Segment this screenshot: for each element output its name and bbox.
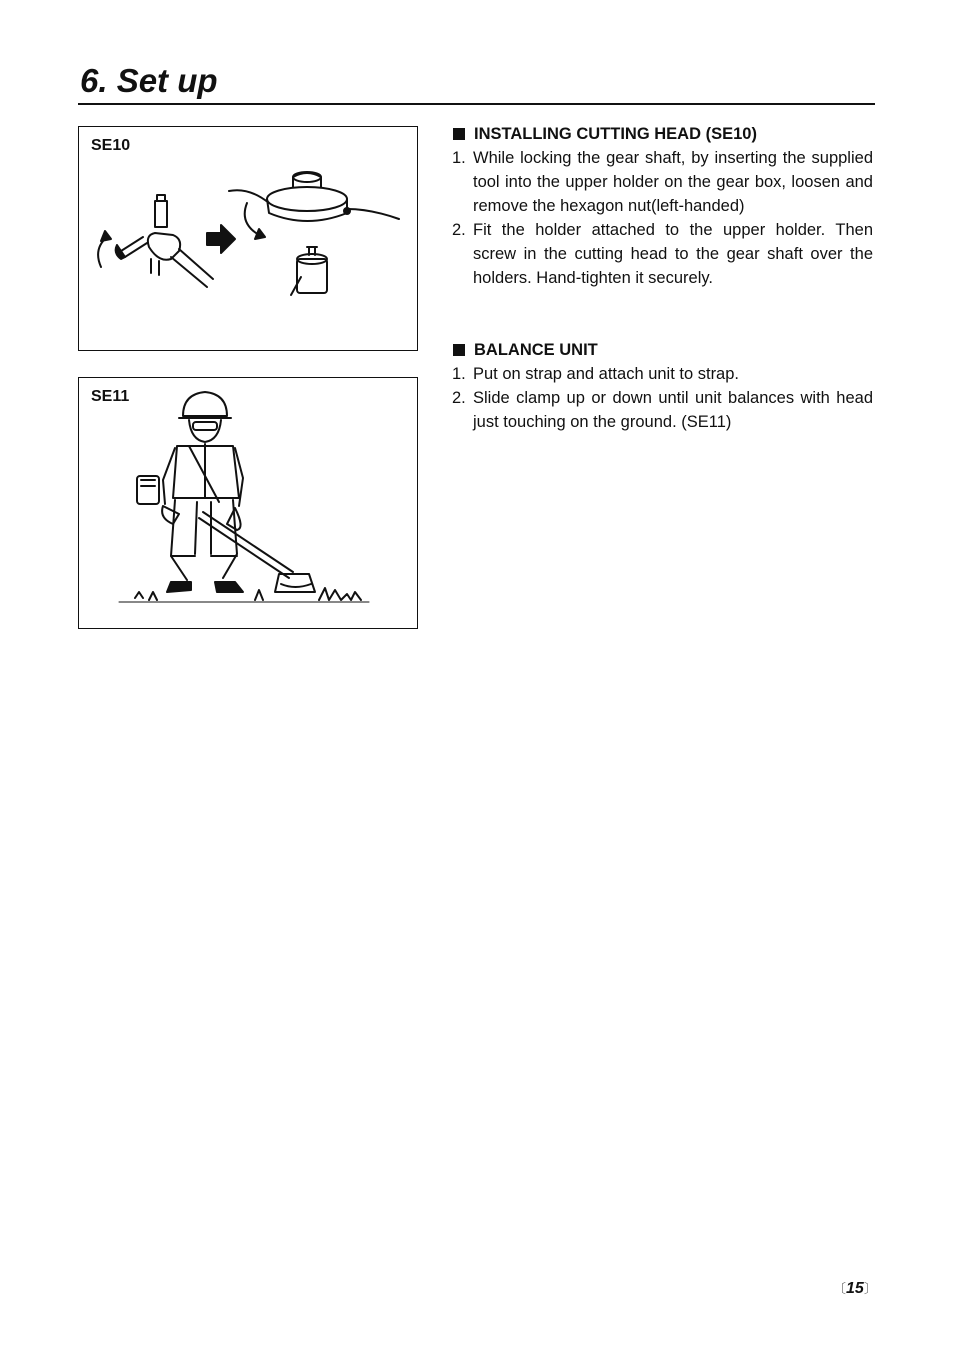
item-text: Put on strap and attach unit to strap. [473, 365, 739, 383]
item-number: 1. [452, 365, 466, 383]
item-text: Fit the holder attached to the upper holder. Then screw in the cutting head to the gear shaft over the holders. Hand-tighten it securely. [473, 221, 873, 287]
page-number-value: 15 [846, 1280, 864, 1297]
list-item [452, 386, 873, 434]
figure-label-se10: SE10 [91, 137, 131, 154]
item-number: 2. [452, 389, 466, 407]
bullet-square-icon [453, 344, 465, 356]
operator-illustration [79, 378, 419, 630]
bullet-square-icon [453, 128, 465, 140]
section-installing-cutting-head [452, 122, 873, 290]
bracket-right-icon: 〕 [863, 1281, 877, 1296]
section-heading [452, 122, 873, 146]
item-number: 2. [452, 221, 466, 239]
list-item [452, 362, 873, 386]
figure-label-se11: SE11 [91, 388, 130, 405]
heading-text: INSTALLING CUTTING HEAD (SE10) [474, 125, 757, 143]
title-rule [78, 103, 875, 105]
page-number [833, 1278, 877, 1298]
section-heading [452, 338, 873, 362]
section-balance-unit [452, 338, 873, 434]
gear-shaft-illustration [79, 127, 419, 352]
figure-se10 [78, 126, 418, 351]
item-text: While locking the gear shaft, by inserting the supplied tool into the upper holder on the gear box, loosen and remove the hexagon nut(left-handed) [473, 149, 873, 215]
heading-text: BALANCE UNIT [474, 341, 598, 359]
list-item [452, 218, 873, 290]
figure-se11 [78, 377, 418, 629]
item-text: Slide clamp up or down until unit balances with head just touching on the ground. (SE11) [473, 389, 873, 431]
list-item [452, 146, 873, 218]
item-number: 1. [452, 149, 466, 167]
page-title: 6. Set up [80, 62, 218, 99]
bracket-left-icon: 〔 [833, 1281, 847, 1296]
